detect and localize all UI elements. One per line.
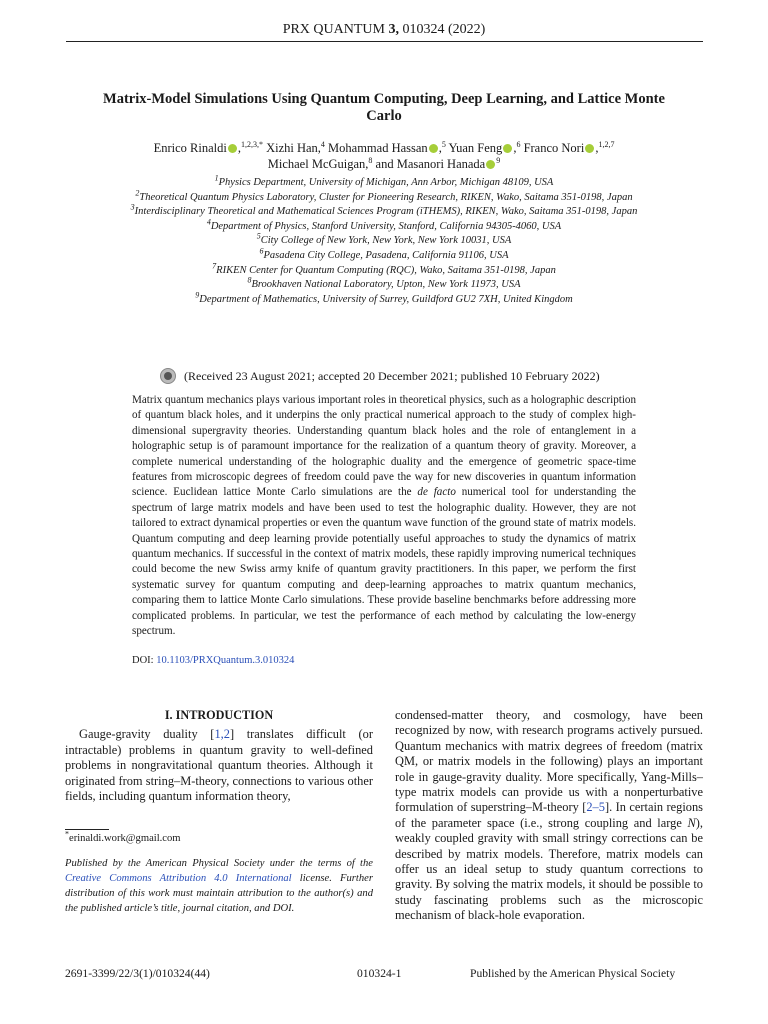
affiliation-text: Pasadena City College, Pasadena, California 91106, USA <box>263 249 509 261</box>
license-notice <box>65 856 373 916</box>
affiliation-item <box>96 231 672 249</box>
right-text-c: ), weakly coupled gravity with small stringy corrections can be described by matrix models. Therefore, matrix models can offer us an ideal setup to study quantum corrections to gravity. By solving the matrix models, it should be possible to study fascinating problems such as the microscopic mechanism of black-hole evaporation. <box>395 815 703 923</box>
received-dates: (Received 23 August 2021; accepted 20 December 2021; published 10 February 2022) <box>184 368 600 383</box>
author-name: and Masanori Hanada <box>375 157 486 171</box>
doi-label: DOI: <box>132 655 154 666</box>
author-name: Franco Nori <box>523 141 585 155</box>
left-column <box>65 708 373 804</box>
paper-title: Matrix-Model Simulations Using Quantum Computing, Deep Learning, and Lattice Monte Carlo <box>103 91 665 124</box>
right-text-b: ]. In certain regions of the parameter space (i.e., strong coupling and large <box>395 800 703 830</box>
footer-issn: 2691-3399/22/3(1)/010324(44) <box>65 967 210 980</box>
affiliation-text: Brookhaven National Laboratory, Upton, New York 11973, USA <box>251 279 521 291</box>
affiliation-item <box>96 188 672 206</box>
intro-text-b: ] translates difficult (or intractable) problems in quantum gravity to well-defined problems in nongravitational quantum theories. Although it originated from string–M-theory, connections to various other fields, including quantum information theory, <box>65 727 373 804</box>
right-text-a: condensed-matter theory, and cosmology, have been recognized by now, with research programs actively pursued. Quantum mechanics with matrix degrees of freedom (matrix QM, or matrix models in the following) plays an important role in gauge-gravity duality. More specifically, Yang-Mills–type matrix models can provide us with a nonperturbative formulation of superstring–M-theory [ <box>395 708 703 815</box>
footer-publisher: Published by the American Physical Society <box>470 967 676 980</box>
author-name: Xizhi Han, <box>266 141 321 155</box>
journal-header <box>0 22 768 38</box>
orcid-icon[interactable] <box>503 144 512 153</box>
journal-name: PRX QUANTUM <box>282 22 385 37</box>
abstract-text-1: Matrix quantum mechanics plays various important roles in theoretical physics, such as a holographic description of quantum black holes, and it underpins the only practical numerical approach to the study of complex high-dimensional supergravity theories. Understanding quantum black holes and the role of entanglement in a holographic setup is of paramount importance for the realization of a quantum theory of gravity. Moreover, a complete numerical understanding of the holographic duality and the emergence of geometric space-time features from microscopic degrees of freedom could pave the way for new discoveries in quantum information science. Euclidean lattice Monte Carlo simulations are the <box>132 394 636 499</box>
footnote-email: erinaldi.work@gmail.com <box>69 833 181 844</box>
affiliation-number: 6 <box>259 246 264 256</box>
doi-link[interactable]: 10.1103/PRXQuantum.3.010324 <box>156 655 295 666</box>
author-list: Enrico Rinaldi ,$^{1,2,3,*}$ Xizhi Han,$^4$ Mohammad Hassan ,$^5$ Yuan Feng ,$^6$ Franco Nori ,$^{1,2,7}$ Michael McGuigan,$^8$ and Masanori Hanada $^9$ <box>153 139 615 171</box>
affiliation-item <box>96 202 672 220</box>
citation-link[interactable]: 1,2 <box>214 727 230 742</box>
affiliation-number: 8 <box>247 275 252 285</box>
author-affiliation-marker: 6 <box>516 139 521 149</box>
affiliation-number: 9 <box>195 290 200 300</box>
author-affiliation-marker: 1,2,7 <box>598 139 615 149</box>
symbol-n: N <box>687 815 696 830</box>
license-text-a: Published by the American Physical Society under the terms of the <box>65 858 373 869</box>
author-name: Yuan Feng <box>448 141 503 155</box>
affiliation-text: Theoretical Quantum Physics Laboratory, Cluster for Pioneering Research, RIKEN, Wako, Saitama 351-0198, Japan <box>139 191 633 203</box>
affiliation-number: 2 <box>135 188 140 198</box>
author-affiliation-marker: 9 <box>496 155 501 165</box>
citation-link[interactable]: 2–5 <box>586 800 605 815</box>
author-name: Michael McGuigan, <box>267 157 369 171</box>
intro-text-a: Gauge-gravity duality [ <box>79 727 215 742</box>
orcid-icon[interactable] <box>228 144 237 153</box>
author-affiliation-marker: 5 <box>441 139 446 149</box>
affiliation-item <box>96 173 672 191</box>
affiliation-text: Interdisciplinary Theoretical and Mathematical Sciences Program (iTHEMS), RIKEN, Wako, Saitama 351-0198, Japan <box>134 206 638 218</box>
received-line <box>160 368 610 384</box>
abstract-text-2: numerical tool for understanding the spectrum of large matrix models and have been used to test the holographic duality. However, they are not tailored to extract dynamical properties or even the quantum wave function of the ground state of matrix models. Quantum computing and deep learning provide potentially useful approaches to study the dynamics of matrix quantum mechanics. If successful in the context of matrix models, these rapidly improving numerical techniques could become the new Swiss army knife of quantum gravity practitioners. In this paper, we perform the first systematic survey for quantum computing and deep-learning approaches to matrix quantum mechanics, comparing them to lattice Monte Carlo simulations. These provide baseline benchmarks before addressing more complicated problems. In particular, we test the performance of each method by calculating the low-energy spectrum. <box>132 486 636 638</box>
author-affiliation-marker: 8 <box>368 155 373 165</box>
section-heading: I. INTRODUCTION <box>164 708 274 722</box>
orcid-icon[interactable] <box>486 160 495 169</box>
footnote-rule <box>65 829 109 830</box>
author-affiliation-marker: 1,2,3,* <box>240 139 263 149</box>
journal-article-id: 010324 (2022) <box>402 22 486 37</box>
affiliation-item <box>96 290 672 308</box>
right-column <box>395 708 703 924</box>
license-link[interactable]: Creative Commons Attribution 4.0 International <box>65 873 292 884</box>
abstract <box>132 393 636 640</box>
affiliation-number: 4 <box>206 217 211 227</box>
footer-page-number: 010324-1 <box>357 967 402 980</box>
affiliation-number: 7 <box>212 261 217 271</box>
affiliation-text: Department of Mathematics, University of Surrey, Guildford GU2 7XH, United Kingdom <box>199 293 573 305</box>
license-text-b: license. Further distribution of this work must maintain attribution to the author(s) and the published article’s title, journal citation, and DOI. <box>65 873 373 914</box>
affiliation-item <box>96 217 672 235</box>
journal-volume: 3, <box>388 22 399 37</box>
affiliation-text: RIKEN Center for Quantum Computing (RQC), Wako, Saitama 351-0198, Japan <box>216 264 556 276</box>
abstract-emphasis: de facto <box>417 486 456 499</box>
footnote-mark: * <box>65 829 69 839</box>
footnote <box>65 829 373 844</box>
doi-line <box>132 655 294 666</box>
header-rule <box>66 41 703 42</box>
crossmark-icon[interactable] <box>160 368 176 384</box>
affiliation-text: Department of Physics, Stanford University, Stanford, California 94305-4060, USA <box>210 220 562 232</box>
intro-paragraph-1 <box>65 727 373 804</box>
affiliation-number: 5 <box>256 231 261 241</box>
affiliation-number: 1 <box>214 173 219 183</box>
affiliation-number: 3 <box>130 202 135 212</box>
orcid-icon[interactable] <box>429 144 438 153</box>
affiliation-text: Physics Department, University of Michigan, Ann Arbor, Michigan 48109, USA <box>218 177 554 188</box>
author-name: Enrico Rinaldi <box>153 141 227 155</box>
author-name: Mohammad Hassan <box>328 141 428 155</box>
affiliation-item <box>96 246 672 264</box>
affiliation-text: City College of New York, New York, New York 10031, USA <box>260 235 512 247</box>
affiliation-item <box>96 275 672 293</box>
orcid-icon[interactable] <box>585 144 594 153</box>
affiliation-item <box>96 261 672 279</box>
affiliation-list <box>96 173 672 307</box>
author-affiliation-marker: 4 <box>320 139 325 149</box>
